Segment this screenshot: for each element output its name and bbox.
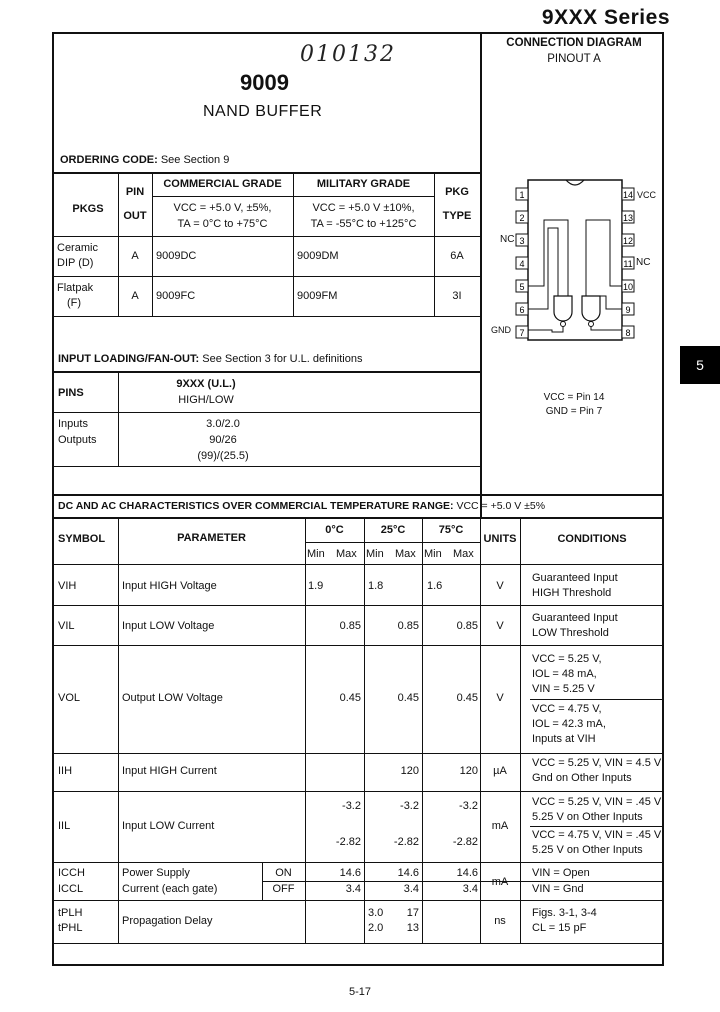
iil-cond-2: 5.25 V on Other Inputs [532, 811, 643, 823]
hdr-max-0: Max [336, 548, 357, 560]
hdr-out: OUT [123, 210, 147, 222]
part-number: 9009 [240, 70, 289, 95]
hdr-pkg: PKG [445, 186, 469, 198]
ic-package-body [528, 180, 622, 340]
icch-0: 14.6 [339, 867, 361, 879]
vil-parameter: Input LOW Voltage [122, 620, 215, 632]
loading-pin-outputs: Outputs [58, 434, 97, 446]
iil-b-25: -2.82 [393, 836, 419, 848]
hdr-conditions: CONDITIONS [557, 533, 627, 545]
hdr-temp-25: 25°C [380, 524, 406, 536]
pin-number-5: 5 [519, 282, 525, 292]
device-description: NAND BUFFER [203, 103, 323, 120]
mil-row1: 9009DM [297, 250, 339, 262]
vil-unit: V [496, 620, 504, 632]
vil-cond-1: Guaranteed Input [532, 612, 618, 624]
mil-cond-1: VCC = +5.0 V ±10%, [312, 202, 415, 214]
vol-cond-1: VCC = 5.25 V, [532, 653, 602, 665]
gnd-pin-label: GND [491, 325, 511, 335]
right-pin-group [622, 188, 634, 338]
loading-value-outputs: 90/26 [209, 434, 237, 446]
iil-a-75: -3.2 [459, 800, 478, 812]
pin-number-3: 3 [519, 236, 525, 246]
iil-b-0: -2.82 [335, 836, 361, 848]
hdr-pkgs: PKGS [72, 203, 104, 215]
iih-max-25: 120 [400, 765, 419, 777]
iil-b-75: -2.82 [452, 836, 478, 848]
mil-row2: 9009FM [297, 290, 338, 302]
hdr-min-75: Min [424, 548, 442, 560]
series-title: 9XXX Series [541, 6, 670, 29]
hdr-min-0: Min [307, 548, 325, 560]
comm-row2: 9009FC [156, 290, 196, 302]
hdr-type: TYPE [442, 210, 472, 222]
iccl-0: 3.4 [345, 883, 361, 895]
vol-max-75: 0.45 [456, 692, 478, 704]
iccl-symbol: ICCL [58, 883, 84, 895]
pin-number-13: 13 [622, 213, 634, 223]
nand-gate-2-bubble [589, 322, 594, 327]
iil-a-0: -3.2 [342, 800, 361, 812]
pkg-row2-line1: Flatpak [57, 282, 94, 294]
loading-label: INPUT LOADING/FAN-OUT: See Section 3 for U.L. definitions [58, 353, 363, 365]
hdr-max-75: Max [453, 548, 474, 560]
vih-cond-2: HIGH Threshold [532, 587, 612, 599]
vil-cond-2: LOW Threshold [532, 627, 609, 639]
iih-max-75: 120 [459, 765, 478, 777]
vil-symbol: VIL [58, 620, 75, 632]
wire-gate2-out [591, 326, 622, 330]
vcc-pin-label: VCC [637, 190, 657, 200]
vih-cond-1: Guaranteed Input [532, 572, 618, 584]
vol-cond-6: Inputs at VIH [532, 733, 596, 745]
iih-unit: µA [493, 765, 507, 777]
icc-unit: mA [491, 876, 509, 888]
vih-min-25: 1.8 [368, 580, 384, 592]
icch-25: 14.6 [397, 867, 419, 879]
hdr-temp-75: 75°C [438, 524, 464, 536]
icc-parameter-1: Power Supply [122, 867, 190, 879]
vol-unit: V [496, 692, 504, 704]
vol-symbol: VOL [58, 692, 81, 704]
iil-cond-3: VCC = 4.75 V, VIN = .45 V [532, 829, 662, 841]
tplh-symbol: tPLH [58, 907, 83, 919]
wire-gate1-out [528, 326, 563, 332]
hdr-commercial: COMMERCIAL GRADE [163, 178, 282, 190]
pin-number-11: 11 [623, 259, 633, 269]
pin-number-9: 9 [625, 305, 631, 315]
pin-row1: A [131, 250, 139, 262]
left-pin-group [516, 188, 528, 338]
icc-cond-2: VIN = Gnd [532, 883, 584, 895]
loading-value-inputs: 3.0/2.0 [206, 418, 240, 430]
pkg-row1-line1: Ceramic [57, 242, 98, 254]
tp-unit: ns [494, 915, 506, 927]
icc-parameter-2: Current (each gate) [122, 883, 218, 895]
icc-cond-1: VIN = Open [532, 867, 590, 879]
iih-symbol: IIH [58, 765, 73, 777]
hdr-units: UNITS [483, 533, 517, 545]
dc-title: DC AND AC CHARACTERISTICS OVER COMMERCIAL TEMPERATURE RANGE: VCC = +5.0 V ±5% [58, 500, 546, 512]
vol-cond-4: VCC = 4.75 V, [532, 703, 602, 715]
hdr-temp-0: 0°C [325, 524, 344, 536]
loading-value-outputs-alt: (99)/(25.5) [197, 450, 249, 462]
pin-number-1: 1 [519, 190, 525, 200]
ordering-code-label: ORDERING CODE: See Section 9 [60, 154, 230, 166]
iccl-75: 3.4 [462, 883, 478, 895]
nc-label-left: NC [500, 234, 515, 245]
pin-number-14: 14 [622, 190, 634, 200]
pkg-row2-line2: (F) [67, 297, 82, 309]
vih-parameter: Input HIGH Voltage [122, 580, 217, 592]
section-tab: 5 [680, 346, 720, 384]
tphl-max: 13 [406, 922, 419, 934]
vol-parameter: Output LOW Voltage [122, 692, 223, 704]
icch-75: 14.6 [456, 867, 478, 879]
vcc-note: VCC = Pin 14 [543, 392, 605, 403]
hdr-pins: PINS [58, 387, 84, 399]
iih-parameter: Input HIGH Current [122, 765, 217, 777]
wire-pin10-gate2 [586, 220, 622, 296]
pin-number-8: 8 [625, 328, 631, 338]
vol-cond-2: IOL = 48 mA, [532, 668, 597, 680]
vil-max-75: 0.85 [456, 620, 478, 632]
vil-max-0: 0.85 [339, 620, 361, 632]
comm-cond-2: TA = 0°C to +75°C [177, 218, 268, 230]
type-row1: 6A [450, 250, 464, 262]
vih-min-0: 1.9 [308, 580, 324, 592]
icch-symbol: ICCH [58, 867, 85, 879]
iil-parameter: Input LOW Current [122, 820, 215, 832]
pin-number-4: 4 [519, 259, 525, 269]
vih-min-75: 1.6 [427, 580, 443, 592]
vol-max-25: 0.45 [397, 692, 419, 704]
iccl-25: 3.4 [403, 883, 419, 895]
vih-symbol: VIH [58, 580, 77, 592]
iil-symbol: IIL [58, 820, 71, 832]
icc-off-label: OFF [272, 883, 295, 895]
icc-on-label: ON [275, 867, 292, 879]
gnd-note: GND = Pin 7 [545, 406, 603, 417]
tphl-symbol: tPHL [58, 922, 83, 934]
pin-number-7: 7 [519, 328, 525, 338]
pin-number-12: 12 [622, 236, 634, 246]
loading-pin-inputs: Inputs [58, 418, 88, 430]
tp-cond-1: Figs. 3-1, 3-4 [532, 907, 597, 919]
hdr-ul: 9XXX (U.L.) [176, 378, 236, 390]
vil-max-25: 0.85 [397, 620, 419, 632]
nand-gate-1-body [554, 296, 572, 321]
handwritten-note: 010132 [300, 42, 396, 67]
tphl-min: 2.0 [368, 922, 384, 934]
hdr-symbol: SYMBOL [58, 533, 106, 545]
hdr-pin: PIN [125, 186, 145, 198]
iih-cond-1: VCC = 5.25 V, VIN = 4.5 V [532, 757, 662, 769]
tp-cond-2: CL = 15 pF [532, 922, 587, 934]
mil-cond-2: TA = -55°C to +125°C [310, 218, 417, 230]
tplh-max: 17 [406, 907, 419, 919]
vol-max-0: 0.45 [339, 692, 361, 704]
nand-gate-1-bubble [561, 322, 566, 327]
vih-unit: V [496, 580, 504, 592]
hdr-max-25: Max [395, 548, 416, 560]
pin-number-2: 2 [519, 213, 525, 223]
tp-parameter: Propagation Delay [122, 915, 213, 927]
tplh-min: 3.0 [368, 907, 384, 919]
iil-unit: mA [491, 820, 509, 832]
page-number: 5-17 [348, 986, 372, 998]
iil-cond-1: VCC = 5.25 V, VIN = .45 V [532, 796, 662, 808]
connection-diagram-title: CONNECTION DIAGRAM [506, 37, 642, 49]
hdr-highlow: HIGH/LOW [178, 394, 234, 406]
hdr-min-25: Min [366, 548, 384, 560]
comm-cond-1: VCC = +5.0 V, ±5%, [173, 202, 272, 214]
vol-cond-5: IOL = 42.3 mA, [532, 718, 606, 730]
connection-diagram-subtitle: PINOUT A [547, 53, 601, 65]
vol-cond-3: VIN = 5.25 V [532, 683, 595, 695]
nand-gate-2-body [582, 296, 600, 321]
comm-row1: 9009DC [156, 250, 197, 262]
hdr-parameter: PARAMETER [177, 532, 246, 544]
iil-cond-4: 5.25 V on Other Inputs [532, 844, 643, 856]
nc-label-right: NC [636, 257, 651, 268]
type-row2: 3I [452, 290, 462, 302]
iih-cond-2: Gnd on Other Inputs [532, 772, 632, 784]
hdr-military: MILITARY GRADE [316, 178, 411, 190]
iil-a-25: -3.2 [400, 800, 419, 812]
pin-row2: A [131, 290, 139, 302]
pin-number-10: 10 [622, 282, 634, 292]
pin-number-6: 6 [519, 305, 525, 315]
pkg-row1-line2: DIP (D) [57, 257, 94, 269]
